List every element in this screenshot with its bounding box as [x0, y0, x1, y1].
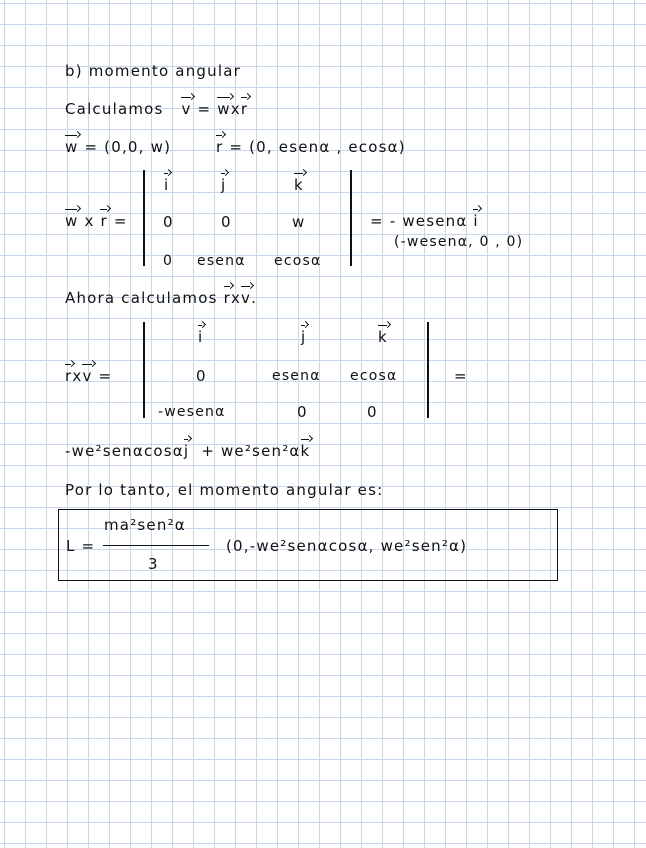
- det2-r2c3: ecosα: [350, 368, 398, 384]
- w-vector: w: [65, 212, 79, 230]
- cross-sign: x: [72, 367, 83, 385]
- det2-k: k: [378, 328, 388, 346]
- det1-r3c2: esenα: [197, 253, 246, 269]
- det1-r3c3: ecosα: [274, 253, 322, 269]
- det1-result: [370, 214, 479, 229]
- r-vector: r: [216, 138, 224, 156]
- v-vector: v: [241, 289, 252, 307]
- final-vector: (0,-we²senαcosα, we²sen²α): [226, 537, 468, 555]
- det2-i: i: [198, 328, 204, 346]
- det2-r2c2: esenα: [272, 368, 321, 384]
- det2-r3c3: 0: [367, 403, 378, 421]
- r-vector: r: [223, 289, 231, 307]
- i-vector: i: [473, 212, 479, 230]
- cross-sign: x: [230, 289, 242, 307]
- w-vector: w: [65, 138, 79, 156]
- det2-r2c1: 0: [196, 367, 207, 385]
- det1-r2c2: 0: [221, 213, 232, 231]
- det2-j: j: [301, 328, 307, 346]
- r-components: = (0, esenα , ecosα): [229, 138, 406, 156]
- det2-right-bar: [427, 322, 429, 418]
- det1-right-bar: [350, 170, 352, 266]
- r-definition: [216, 140, 406, 155]
- k-vector: k: [300, 442, 311, 460]
- equals-sign: =: [197, 100, 212, 118]
- v-vector: v: [82, 367, 93, 385]
- det2-equals: =: [454, 367, 468, 385]
- det2-r3c2: 0: [297, 403, 308, 421]
- fraction-bar: [103, 545, 209, 546]
- det1-r2c1: 0: [163, 213, 174, 231]
- cross-product-result: [65, 444, 310, 459]
- w-definition: [65, 140, 171, 155]
- equals-sign: =: [98, 367, 113, 385]
- det2-lhs: [65, 369, 112, 384]
- result-term-2: + we²sen²α: [201, 442, 301, 460]
- calc-line: [65, 102, 248, 117]
- period: .: [251, 289, 258, 307]
- calc-label: Calculamos: [65, 100, 164, 118]
- det1-left-bar: [143, 170, 145, 266]
- v-vector: v: [181, 100, 192, 118]
- cross-sign: x: [84, 212, 95, 230]
- cross-sign: x: [230, 100, 241, 118]
- det1-r3c1: 0: [163, 253, 174, 269]
- ahora-label: Ahora calculamos: [65, 289, 218, 307]
- j-vector: j: [183, 442, 190, 460]
- det1-k: k: [294, 176, 304, 194]
- final-denominator: 3: [148, 555, 159, 573]
- result-term-1: -we²senαcosα: [65, 442, 184, 460]
- w-vector: w: [217, 100, 231, 118]
- section-heading: b) momento angular: [65, 62, 241, 80]
- r-vector: r: [65, 367, 73, 385]
- det1-lhs: [65, 214, 128, 229]
- r-vector: r: [240, 100, 249, 118]
- ahora-line: [65, 291, 257, 306]
- det1-result-value: = - wesenα: [370, 212, 468, 230]
- det1-result-components: (-wesenα, 0 , 0): [394, 234, 524, 250]
- w-components: = (0,0, w): [84, 138, 172, 156]
- det1-i: i: [164, 176, 170, 194]
- final-numerator: ma²sen²α: [104, 516, 186, 534]
- det2-r3c1: -wesenα: [158, 404, 226, 420]
- equals-sign: =: [113, 212, 128, 230]
- det2-left-bar: [143, 322, 145, 418]
- r-vector: r: [100, 212, 108, 230]
- final-lhs: L =: [66, 537, 96, 555]
- det1-j: j: [221, 176, 227, 194]
- det1-r2c3: w: [292, 213, 306, 231]
- conclusion-text: Por lo tanto, el momento angular es:: [65, 481, 384, 499]
